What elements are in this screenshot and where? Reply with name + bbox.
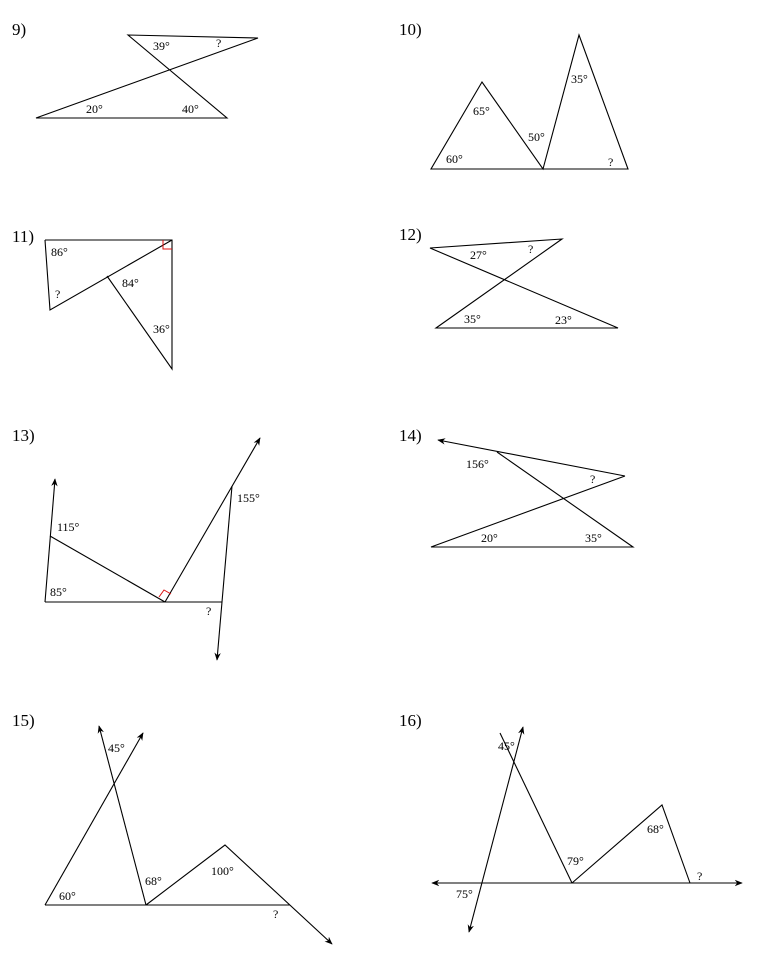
twin-triangles-figure — [431, 35, 628, 169]
problem-12 — [399, 225, 618, 328]
angle-label: 20° — [86, 102, 103, 116]
angle-label: 60° — [446, 152, 463, 166]
angle-label: 20° — [481, 531, 498, 545]
crossed-figure — [431, 452, 633, 547]
transversal-ray — [217, 486, 232, 660]
problem-number: 14) — [399, 426, 422, 445]
right-angle-mark — [159, 590, 171, 597]
problem-10 — [399, 20, 628, 169]
angle-label: 40° — [182, 102, 199, 116]
problem-11 — [12, 227, 172, 369]
bowtie-figure — [430, 239, 618, 328]
angle-label: 50° — [528, 130, 545, 144]
problem-9 — [12, 20, 258, 118]
slant-segment — [50, 536, 165, 602]
angle-label: 68° — [145, 874, 162, 888]
peak-path — [146, 845, 332, 944]
angle-label-unknown: ? — [608, 155, 614, 169]
problem-15 — [12, 711, 332, 944]
angle-label: 84° — [122, 276, 139, 290]
angle-label: 156° — [466, 457, 489, 471]
angle-label-unknown: ? — [528, 242, 534, 256]
angle-label: 85° — [50, 585, 67, 599]
angle-label: 155° — [237, 491, 260, 505]
problem-number: 16) — [399, 711, 422, 730]
angle-label: 65° — [473, 104, 490, 118]
angle-label-unknown: ? — [216, 36, 222, 50]
problem-number: 13) — [12, 426, 35, 445]
problem-13 — [12, 426, 260, 660]
angle-label: 35° — [585, 531, 602, 545]
angle-label: 27° — [470, 248, 487, 262]
angle-label: 86° — [51, 245, 68, 259]
left-ray — [45, 479, 55, 602]
angle-label: 45° — [108, 741, 125, 755]
peak-triangle — [572, 805, 690, 883]
angle-label: 23° — [555, 313, 572, 327]
problem-number: 12) — [399, 225, 422, 244]
angle-label: 45° — [498, 739, 515, 753]
angle-label-unknown: ? — [273, 907, 279, 921]
angle-label-unknown: ? — [697, 869, 703, 883]
problem-14 — [399, 426, 633, 547]
kite-figure — [45, 240, 172, 369]
angle-label-unknown: ? — [55, 287, 61, 301]
right-ray — [165, 438, 260, 602]
angle-label: 39° — [153, 39, 170, 53]
angle-label: 75° — [456, 887, 473, 901]
angle-label: 60° — [59, 889, 76, 903]
bowtie-figure — [36, 35, 258, 118]
problem-16 — [399, 711, 742, 932]
angle-label: 115° — [57, 520, 80, 534]
transversal-line — [469, 727, 523, 932]
problem-number: 11) — [12, 227, 35, 246]
angle-label-unknown: ? — [590, 472, 596, 486]
problem-number: 9) — [12, 20, 27, 39]
angle-label: 36° — [153, 322, 170, 336]
angle-label: 100° — [211, 864, 234, 878]
angle-label: 35° — [571, 72, 588, 86]
angle-label: 68° — [647, 822, 664, 836]
angle-label: 79° — [567, 854, 584, 868]
upper-left-segment — [500, 733, 572, 883]
left-ray — [45, 733, 143, 905]
angle-label: 35° — [464, 312, 481, 326]
problem-number: 10) — [399, 20, 422, 39]
problem-number: 15) — [12, 711, 35, 730]
angle-label-unknown: ? — [206, 604, 212, 618]
